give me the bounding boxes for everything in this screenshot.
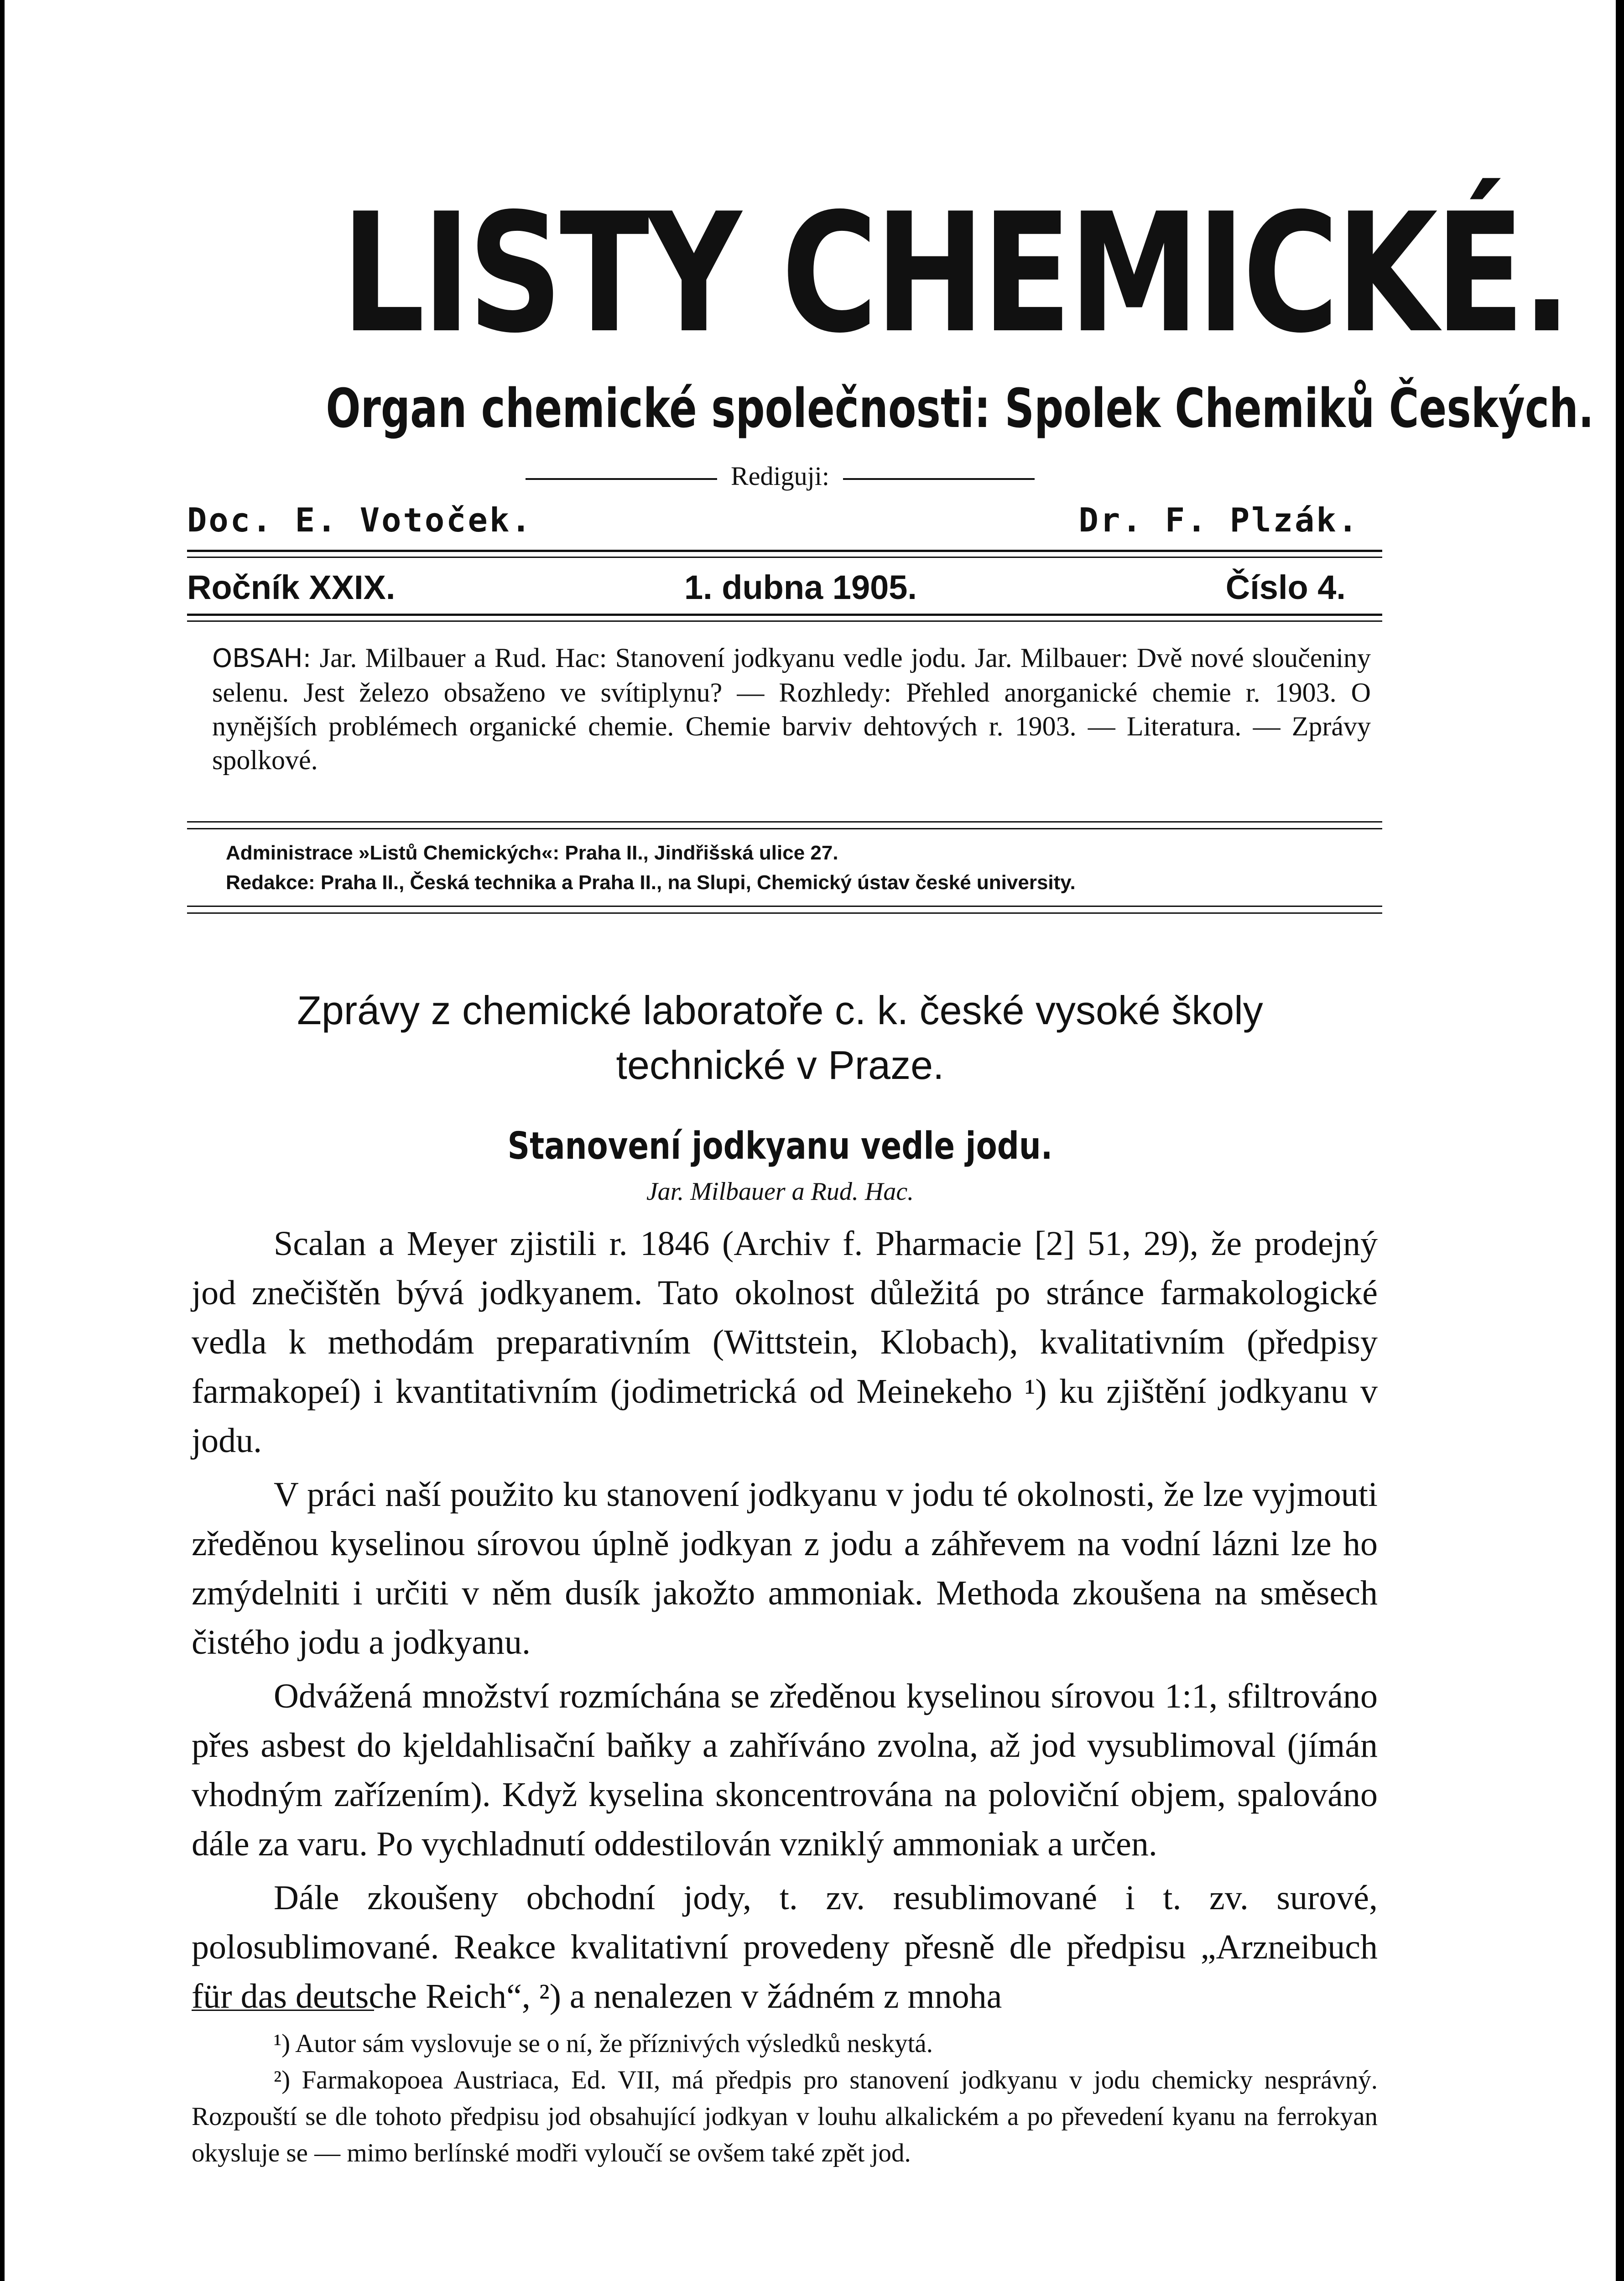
divider (187, 620, 1382, 622)
footnote-1: ¹) Autor sám vyslovuje se o ní, že příznivých výsledků neskytá. (274, 2029, 933, 2058)
divider (187, 828, 1382, 829)
article-title: Stanovení jodkyanu vedle jodu. (507, 1125, 1053, 1168)
divider (187, 906, 1382, 907)
divider (187, 821, 1382, 823)
editor-votocek: Doc. E. Votoček. (187, 501, 533, 539)
issue-volume: Ročník XXIX. (187, 568, 396, 606)
contents-label: OBSAH: (212, 644, 312, 673)
paragraph: Scalan a Meyer zjistili r. 1846 (Archiv f. Pharmacie [2] 51, 29), že prodejný jod znečištěn bývá jodkyanem. Tato okolnost důležitá po stránce farmakologické vedla k methodám preparativním (Wittstein, Klobach), kvalitativním (předpisy farmakopeí) i kvantitativním (jodimetrická od Meinekeho ¹) ku zjištění jodkyanu v jodu. (192, 1224, 1378, 1460)
journal-title: LISTY CHEMICKÉ. (341, 178, 1569, 369)
editor-plzak: Dr. F. Plzák. (1078, 501, 1359, 539)
paragraph: V práci naší použito ku stanovení jodkyanu v jodu té okolnosti, že lze vyjmouti zředěnou kyselinou sírovou úplně jodkyan z jodu a záhřevem na vodní lázni lze ho zmýdelniti i určiti v něm dusík jakožto ammoniak. Methoda zkoušena na směsech čistého jodu a jodkyanu. (192, 1475, 1378, 1661)
heading-line-1: Zprávy z chemické laboratoře c. k. české vysoké školy (297, 988, 1263, 1033)
issue-number: Číslo 4. (1225, 568, 1346, 606)
divider (187, 557, 1382, 558)
footnotes (192, 2026, 1378, 2172)
heading-line-2: technické v Praze. (616, 1042, 944, 1088)
divider (187, 550, 1382, 552)
administration-address: Administrace »Listů Chemických«: Praha II., Jindřišská ulice 27. (226, 842, 838, 864)
paragraph: Dále zkoušeny obchodní jody, t. zv. resublimované i t. zv. surové, polosublimované. Reakce kvalitativní provedeny přesně dle předpisu „Arzneibuch für das deutsche Reich“, ²) a nenalezen v žádném z mnoha (192, 1879, 1378, 2015)
contents-text: Jar. Milbauer a Rud. Hac: Stanovení jodkyanu vedle jodu. Jar. Milbauer: Dvě nové sloučeniny selenu. Jest železo obsaženo ve svítiplynu? — Rozhledy: Přehled anorganické chemie r. 1903. O nynějších problémech organické chemie. Chemie barviv dehtových r. 1903. — Literatura. — Zprávy spolkové. (212, 643, 1371, 775)
footnote-2: ²) Farmakopoea Austriaca, Ed. VII, má předpis pro stanovení jodkyanu v jodu chemicky nesprávný. Rozpouští se dle tohoto předpisu jod obsahující jodkyan v louhu alkalickém a po převedení kyanu na ferrokyan okysluje se — mimo berlínské modři vyloučí se ovšem také zpět jod. (192, 2066, 1378, 2167)
rule-left (526, 478, 717, 480)
article-series-heading (182, 983, 1378, 1093)
issue-date: 1. dubna 1905. (684, 568, 917, 606)
paragraph: Odvážená množství rozmíchána se zředěnou kyselinou sírovou 1:1, sfiltrováno přes asbest do kjeldahlisační baňky a zahříváno zvolna, až jod vysublimoval (jímán vhodným zařízením). Když kyselina skoncentrována na poloviční objem, spalováno dále za varu. Po vychladnutí oddestilován vzniklý ammoniak a určen. (192, 1677, 1378, 1863)
journal-subtitle: Organ chemické společnosti: Spolek Chemiků Českých. (326, 377, 1594, 440)
editors-label-row (182, 461, 1378, 491)
table-of-contents (212, 641, 1371, 777)
article-authors: Jar. Milbauer a Rud. Hac. (646, 1177, 914, 1206)
editors-label: Rediguji: (731, 461, 829, 491)
divider (187, 912, 1382, 914)
divider (187, 614, 1382, 616)
rule-right (843, 478, 1035, 480)
article-body (192, 1219, 1378, 2026)
editorial-address: Redakce: Praha II., Česká technika a Praha II., na Slupi, Chemický ústav české university. (226, 871, 1076, 894)
footnote-divider (192, 2010, 374, 2011)
